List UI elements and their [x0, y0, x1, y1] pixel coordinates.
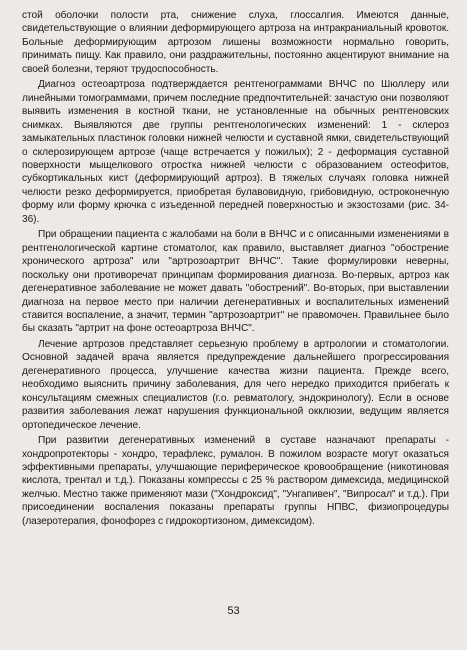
paragraph-treatment: Лечение артрозов представляет серьезную проблему в артрологии и стоматологии. Основной задачей врача является предупреждение дальнейшего прогрессирования дегенеративного процесса, улучшение качества жизни пациента. Прежде всего, необходимо выяснить причину заболевания, для чего нередко приходится прибегать к консультациям смежных специалистов (г.о. ревматологу, эндокринологу). Если в основе развития заболевания лежат нарушения функциональной окклюзии, ведущим является ортопедическое лечение.: [22, 338, 449, 431]
paragraph-diagnosis-wording: При обращении пациента с жалобами на боли в ВНЧС и с описанными изменениями в рентгенологической картине стоматолог, как правило, выставляет диагноз "обострение хронического артроза" или "артрозоартрит ВНЧС". Такие формулировки неверны, поскольку они противоречат принципам формирования диагноза. Во-первых, артроз как дегенеративное заболевание не может давать "обострений". Во-вторых, при выставлении диагноза на первое место при наличии дегенеративных и воспалительных изменений ставится воспаление, а значит, термин "артрозоартрит" не правомочен. Правильнее было бы сказать "артрит на фоне остеоартроза ВНЧС".: [22, 229, 449, 335]
paragraph-medication: При развитии дегенеративных изменений в суставе назначают препараты - хондропротекторы - хондро, терафлекс, румалон. В пожилом возрасте могут оказаться эффективными препараты, улучшающие периферическое кровообращение (никотиновая кислота, трентал и т.д.). Показаны компрессы с 25 % раствором димексида, медицинской желчью. Местно также применяют мази ("Хондроксид", "Унгапивен", "Випросал" и т.д.). При присоединении воспаления показаны препараты группы НПВС, физиопроцедуры (лазеротерапия, фонофорез с гидрокортизоном, димексидом).: [22, 435, 449, 527]
page-number: 53: [227, 605, 240, 617]
paragraph-symptoms-continued: стой оболочки полости рта, снижение слуха, глоссалгия. Имеются данные, свидетельствующие о влиянии деформирующего артроза на интракраниальный кровоток. Больные деформирующим артрозом лишены возможности нормально говорить, принимать пищу. Как правило, они раздражительны, постоянно акцентируют внимание на своей болезни, теряют трудоспособность.: [22, 10, 449, 75]
paragraph-diagnosis: Диагноз остеоартроза подтверждается рентгенограммами ВНЧС по Шюллеру или линейными томограммами, причем последние предпочтительней: зачастую они позволяют выявить изменения в костной ткани, не установленные на обычных рентгеновских снимках. Выявляются две группы рентгенологических изменений: 1 - склероз замыкательных пластинок головки нижней челюсти и суставной ямки, свидетельствующий о склерозирующем артрозе (чаще встречается у пожилых); 2 - деформация суставной поверхности мыщелкового отростка нижней челюсти с образованием остеофитов, субкортикальных кист (деформирующий артроз). В тяжелых случаях головка нижней челюсти резко деформируется, приобретая булавовидную, грибовидную, остроконечную форму или форму крючка с изъеденной передней поверхностью и экзостозами (рис. 34-36).: [22, 79, 449, 225]
